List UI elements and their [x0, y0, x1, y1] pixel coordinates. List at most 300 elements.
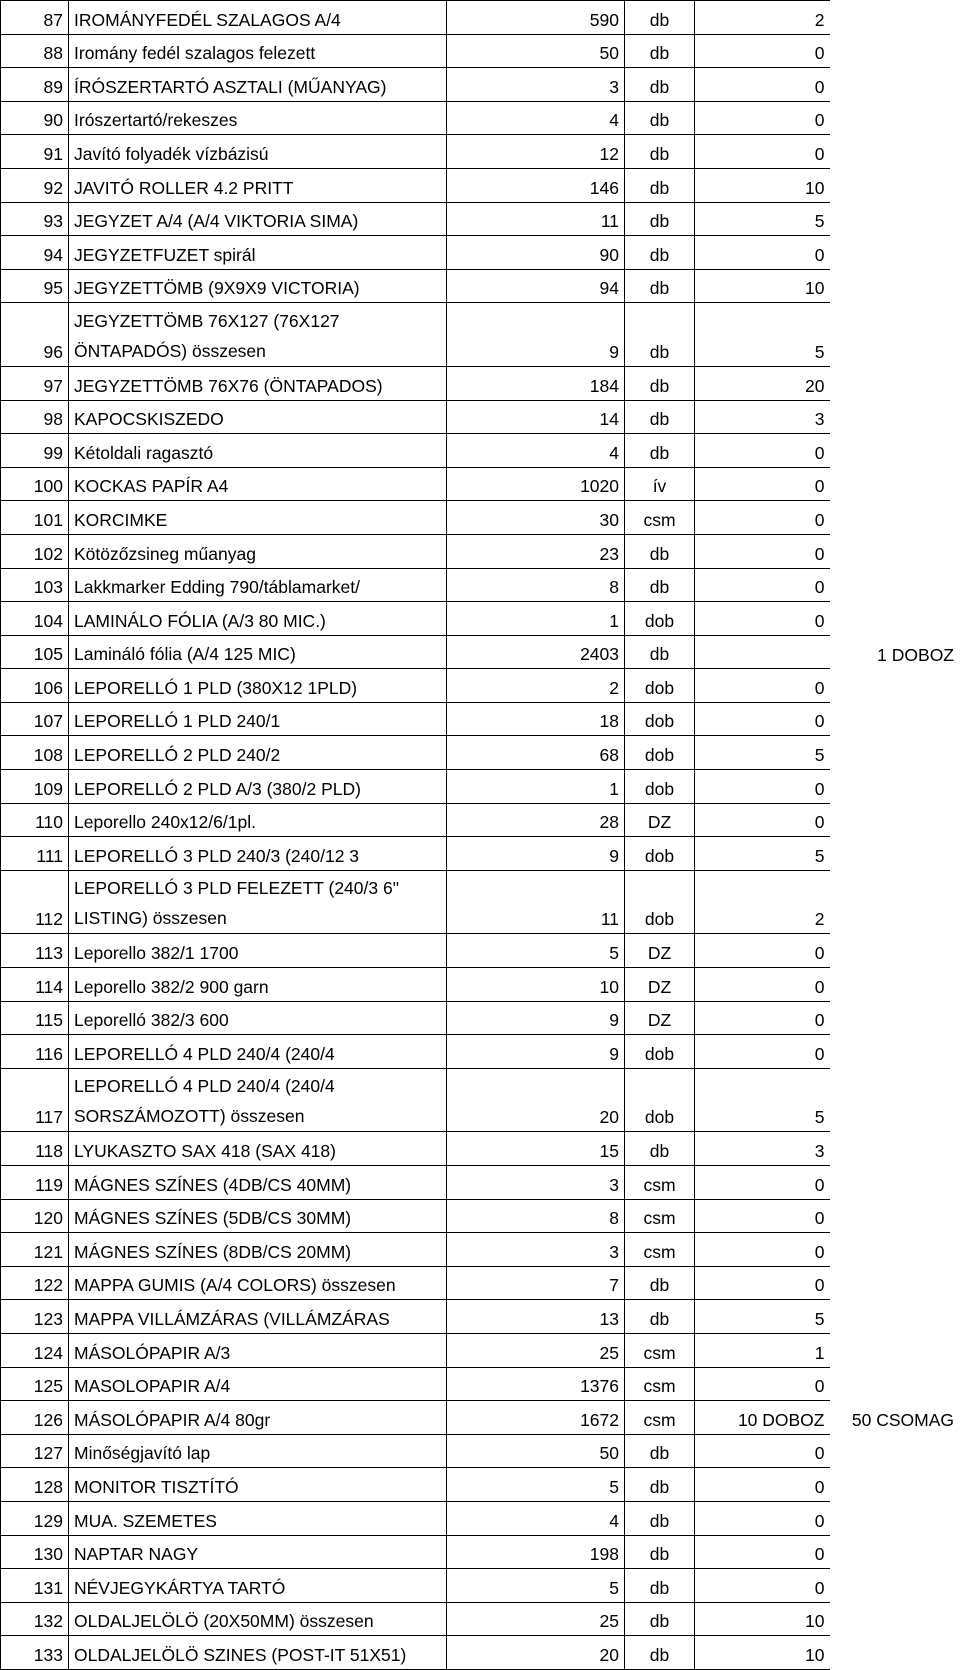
item-minimum: 10 DOBOZ: [695, 1401, 830, 1435]
item-quantity: 7: [447, 1266, 625, 1300]
item-quantity: 9: [447, 1035, 625, 1069]
item-note: [830, 1636, 959, 1670]
table-row: [1, 236, 959, 270]
row-number: 125: [1, 1367, 69, 1401]
item-quantity: 4: [447, 1501, 625, 1535]
table-row: [1, 1636, 959, 1670]
table-row: [1, 1468, 959, 1502]
item-minimum: 5: [695, 202, 830, 236]
item-minimum: 0: [695, 434, 830, 468]
item-note: [830, 168, 959, 202]
table-row: [1, 1367, 959, 1401]
item-minimum: 10: [695, 1636, 830, 1670]
item-quantity: 9: [447, 1001, 625, 1035]
row-number: 129: [1, 1501, 69, 1535]
item-note: [830, 34, 959, 68]
item-minimum: 0: [695, 1266, 830, 1300]
table-row: [1, 1132, 959, 1166]
item-note: [830, 1132, 959, 1166]
item-note: [830, 366, 959, 400]
item-quantity: 11: [447, 870, 625, 934]
table-row: [1, 968, 959, 1002]
item-note: [830, 1001, 959, 1035]
item-unit: db: [625, 135, 695, 169]
item-name: ÍRÓSZERTARTÓ ASZTALI (MŰANYAG): [69, 68, 447, 102]
item-note: [830, 1266, 959, 1300]
item-unit: db: [625, 1468, 695, 1502]
item-minimum: 5: [695, 1300, 830, 1334]
table-row: [1, 1434, 959, 1468]
item-unit: db: [625, 1300, 695, 1334]
row-number: 131: [1, 1569, 69, 1603]
row-number: 87: [1, 1, 69, 35]
table-row: [1, 736, 959, 770]
item-quantity: 198: [447, 1535, 625, 1569]
item-unit: csm: [625, 1166, 695, 1200]
row-number: 120: [1, 1199, 69, 1233]
row-number: 101: [1, 501, 69, 535]
item-unit: DZ: [625, 968, 695, 1002]
item-quantity: 590: [447, 1, 625, 35]
item-name: LEPORELLÓ 4 PLD 240/4 (240/4: [69, 1035, 447, 1069]
item-name: Lamináló fólia (A/4 125 MIC): [69, 635, 447, 669]
item-quantity: 3: [447, 1166, 625, 1200]
item-note: [830, 434, 959, 468]
table-row: [1, 501, 959, 535]
item-unit: db: [625, 101, 695, 135]
item-note: [830, 602, 959, 636]
item-note: [830, 501, 959, 535]
item-name: Minőségjavító lap: [69, 1434, 447, 1468]
row-number: 92: [1, 168, 69, 202]
item-name: MUA. SZEMETES: [69, 1501, 447, 1535]
item-minimum: 0: [695, 101, 830, 135]
item-name: Leporello 382/1 1700: [69, 934, 447, 968]
item-quantity: 15: [447, 1132, 625, 1166]
table-row: [1, 1569, 959, 1603]
item-name: JEGYZETFUZET spirál: [69, 236, 447, 270]
item-unit: dob: [625, 669, 695, 703]
item-unit: db: [625, 366, 695, 400]
item-unit: db: [625, 635, 695, 669]
item-name: MASOLOPAPIR A/4: [69, 1367, 447, 1401]
item-note: [830, 1, 959, 35]
row-number: 110: [1, 803, 69, 837]
table-row: [1, 770, 959, 804]
item-note: [830, 1535, 959, 1569]
item-note: [830, 1602, 959, 1636]
item-name: Kötözőzsineg műanyag: [69, 534, 447, 568]
row-number: 91: [1, 135, 69, 169]
item-note: [830, 837, 959, 871]
item-minimum: 5: [695, 1068, 830, 1132]
item-name: LYUKASZTO SAX 418 (SAX 418): [69, 1132, 447, 1166]
row-number: 89: [1, 68, 69, 102]
item-unit: dob: [625, 870, 695, 934]
item-quantity: 25: [447, 1602, 625, 1636]
item-minimum: 0: [695, 568, 830, 602]
table-row: [1, 602, 959, 636]
table-row: [1, 635, 959, 669]
item-minimum: 0: [695, 501, 830, 535]
table-row: [1, 1401, 959, 1435]
item-quantity: 18: [447, 702, 625, 736]
table-row: [1, 803, 959, 837]
item-name: LEPORELLÓ 1 PLD (380X12 1PLD): [69, 669, 447, 703]
row-number: 104: [1, 602, 69, 636]
item-quantity: 30: [447, 501, 625, 535]
item-unit: dob: [625, 602, 695, 636]
table-row: [1, 1266, 959, 1300]
item-unit: dob: [625, 770, 695, 804]
item-unit: db: [625, 168, 695, 202]
row-number: 112: [1, 870, 69, 934]
item-note: [830, 702, 959, 736]
table-row: [1, 1166, 959, 1200]
item-minimum: 5: [695, 736, 830, 770]
item-note: [830, 669, 959, 703]
item-unit: csm: [625, 1233, 695, 1267]
item-quantity: 13: [447, 1300, 625, 1334]
item-note: [830, 1434, 959, 1468]
item-name: Leporello 382/2 900 garn: [69, 968, 447, 1002]
item-quantity: 12: [447, 135, 625, 169]
item-minimum: 1: [695, 1333, 830, 1367]
item-name: IROMÁNYFEDÉL SZALAGOS A/4: [69, 1, 447, 35]
item-quantity: 4: [447, 434, 625, 468]
item-note: [830, 803, 959, 837]
item-minimum: 0: [695, 135, 830, 169]
item-minimum: 0: [695, 1367, 830, 1401]
item-unit: db: [625, 269, 695, 303]
item-minimum: 0: [695, 1468, 830, 1502]
item-minimum: 0: [695, 602, 830, 636]
row-number: 111: [1, 837, 69, 871]
item-name: KORCIMKE: [69, 501, 447, 535]
item-minimum: 0: [695, 968, 830, 1002]
item-quantity: 2403: [447, 635, 625, 669]
item-note: [830, 1199, 959, 1233]
item-note: [830, 1035, 959, 1069]
row-number: 90: [1, 101, 69, 135]
item-minimum: 0: [695, 1434, 830, 1468]
item-unit: csm: [625, 501, 695, 535]
item-name: Iromány fedél szalagos felezett: [69, 34, 447, 68]
row-number: 109: [1, 770, 69, 804]
row-number: 100: [1, 467, 69, 501]
table-row: [1, 68, 959, 102]
item-note: [830, 1233, 959, 1267]
table-row: [1, 467, 959, 501]
item-quantity: 94: [447, 269, 625, 303]
item-quantity: 1: [447, 602, 625, 636]
item-note: [830, 1166, 959, 1200]
table-row: [1, 934, 959, 968]
item-minimum: 0: [695, 236, 830, 270]
row-number: 113: [1, 934, 69, 968]
item-unit: db: [625, 1535, 695, 1569]
item-unit: ív: [625, 467, 695, 501]
table-row: [1, 702, 959, 736]
row-number: 121: [1, 1233, 69, 1267]
item-minimum: 0: [695, 534, 830, 568]
table-row: [1, 1199, 959, 1233]
item-name: Irószertartó/rekeszes: [69, 101, 447, 135]
item-unit: db: [625, 1434, 695, 1468]
item-note: [830, 303, 959, 367]
item-note: [830, 467, 959, 501]
item-quantity: 28: [447, 803, 625, 837]
item-minimum: 10: [695, 269, 830, 303]
item-unit: db: [625, 1569, 695, 1603]
item-quantity: 5: [447, 1468, 625, 1502]
item-unit: csm: [625, 1401, 695, 1435]
item-unit: csm: [625, 1199, 695, 1233]
item-quantity: 9: [447, 837, 625, 871]
row-number: 97: [1, 366, 69, 400]
item-quantity: 25: [447, 1333, 625, 1367]
table-row: [1, 168, 959, 202]
item-name: JEGYZET A/4 (A/4 VIKTORIA SIMA): [69, 202, 447, 236]
item-minimum: 0: [695, 669, 830, 703]
item-minimum: 3: [695, 1132, 830, 1166]
item-note: 1 DOBOZ: [877, 644, 954, 665]
item-minimum: 0: [695, 803, 830, 837]
item-quantity: 9: [447, 303, 625, 367]
item-minimum: 0: [695, 1199, 830, 1233]
item-unit: dob: [625, 1068, 695, 1132]
row-number: 107: [1, 702, 69, 736]
item-minimum: 2: [695, 870, 830, 934]
table-row: [1, 1501, 959, 1535]
table-row: [1, 669, 959, 703]
item-quantity: 1020: [447, 467, 625, 501]
row-number: 116: [1, 1035, 69, 1069]
item-name: JEGYZETTÖMB 76X76 (ÖNTAPADOS): [69, 366, 447, 400]
item-unit: dob: [625, 736, 695, 770]
item-minimum: 0: [695, 1166, 830, 1200]
item-note: [830, 770, 959, 804]
item-quantity: 5: [447, 934, 625, 968]
row-number: 95: [1, 269, 69, 303]
table-row: [1, 1233, 959, 1267]
item-note: [830, 269, 959, 303]
item-unit: db: [625, 400, 695, 434]
item-unit: csm: [625, 1367, 695, 1401]
item-minimum: 0: [695, 1535, 830, 1569]
item-name: LEPORELLÓ 3 PLD FELEZETT (240/3 6" LISTING) összesen: [69, 870, 447, 934]
row-number: 102: [1, 534, 69, 568]
row-number: 93: [1, 202, 69, 236]
row-number: 128: [1, 1468, 69, 1502]
row-number: 106: [1, 669, 69, 703]
item-name: MÁGNES SZÍNES (8DB/CS 20MM): [69, 1233, 447, 1267]
item-name: MÁSOLÓPAPIR A/4 80gr: [69, 1401, 447, 1435]
item-name: MÁGNES SZÍNES (5DB/CS 30MM): [69, 1199, 447, 1233]
item-note: [830, 870, 959, 934]
table-row: [1, 837, 959, 871]
item-minimum: 0: [695, 1035, 830, 1069]
item-unit: db: [625, 568, 695, 602]
item-quantity: 11: [447, 202, 625, 236]
table-row: [1, 568, 959, 602]
item-unit: db: [625, 68, 695, 102]
item-minimum: 0: [695, 770, 830, 804]
item-unit: db: [625, 34, 695, 68]
item-name: Lakkmarker Edding 790/táblamarket/: [69, 568, 447, 602]
item-quantity: 10: [447, 968, 625, 1002]
item-quantity: 50: [447, 1434, 625, 1468]
item-name: LEPORELLÓ 3 PLD 240/3 (240/12 3: [69, 837, 447, 871]
row-number: 122: [1, 1266, 69, 1300]
item-name: MONITOR TISZTÍTÓ: [69, 1468, 447, 1502]
item-note: [830, 1367, 959, 1401]
item-minimum: 0: [695, 68, 830, 102]
row-number: 126: [1, 1401, 69, 1435]
row-number: 132: [1, 1602, 69, 1636]
item-name: Leporelló 382/3 600: [69, 1001, 447, 1035]
row-number: 98: [1, 400, 69, 434]
item-minimum: 5: [695, 837, 830, 871]
item-unit: db: [625, 1602, 695, 1636]
item-note: [830, 736, 959, 770]
item-unit: dob: [625, 1035, 695, 1069]
item-quantity: 8: [447, 568, 625, 602]
item-name: KAPOCSKISZEDO: [69, 400, 447, 434]
item-quantity: 146: [447, 168, 625, 202]
table-row: [1, 135, 959, 169]
table-row: [1, 1333, 959, 1367]
item-name: OLDALJELÖLÖ (20X50MM) összesen: [69, 1602, 447, 1636]
item-name: JAVITÓ ROLLER 4.2 PRITT: [69, 168, 447, 202]
item-name: MAPPA GUMIS (A/4 COLORS) összesen: [69, 1266, 447, 1300]
row-number: 130: [1, 1535, 69, 1569]
item-minimum: 0: [695, 934, 830, 968]
table-row: [1, 1, 959, 35]
inventory-rows: [1, 1, 959, 1670]
item-quantity: 1: [447, 770, 625, 804]
item-minimum: 0: [695, 1501, 830, 1535]
item-note: [830, 236, 959, 270]
item-name: KOCKAS PAPÍR A4: [69, 467, 447, 501]
table-row: [1, 870, 959, 934]
row-number: 123: [1, 1300, 69, 1334]
item-quantity: 3: [447, 68, 625, 102]
item-minimum: 20: [695, 366, 830, 400]
item-quantity: 1672: [447, 1401, 625, 1435]
item-quantity: 50: [447, 34, 625, 68]
item-name: LAMINÁLO FÓLIA (A/3 80 MIC.): [69, 602, 447, 636]
item-minimum: 5: [695, 303, 830, 367]
item-minimum: 0: [695, 34, 830, 68]
item-name: JEGYZETTÖMB 76X127 (76X127 ÖNTAPADÓS) összesen: [69, 303, 447, 367]
item-unit: DZ: [625, 803, 695, 837]
row-number: 117: [1, 1068, 69, 1132]
item-minimum: 10: [695, 168, 830, 202]
row-number: 114: [1, 968, 69, 1002]
item-quantity: 90: [447, 236, 625, 270]
item-unit: db: [625, 303, 695, 367]
table-row: [1, 202, 959, 236]
row-number: 127: [1, 1434, 69, 1468]
row-number: 133: [1, 1636, 69, 1670]
item-name: JEGYZETTÖMB (9X9X9 VICTORIA): [69, 269, 447, 303]
item-note: [830, 1501, 959, 1535]
item-quantity: 20: [447, 1068, 625, 1132]
table-row: [1, 34, 959, 68]
table-row: [1, 101, 959, 135]
item-unit: dob: [625, 702, 695, 736]
table-row: [1, 1535, 959, 1569]
item-unit: DZ: [625, 934, 695, 968]
table-row: [1, 534, 959, 568]
item-unit: db: [625, 1636, 695, 1670]
item-note: [830, 1068, 959, 1132]
item-note: [830, 135, 959, 169]
row-number: 103: [1, 568, 69, 602]
item-minimum: [695, 635, 830, 669]
table-row: [1, 1300, 959, 1334]
item-unit: db: [625, 1, 695, 35]
item-note: [830, 534, 959, 568]
table-row: [1, 1035, 959, 1069]
row-number: 108: [1, 736, 69, 770]
item-minimum: 0: [695, 702, 830, 736]
item-quantity: 8: [447, 1199, 625, 1233]
item-note: [830, 934, 959, 968]
table-row: [1, 1068, 959, 1132]
item-quantity: 184: [447, 366, 625, 400]
item-quantity: 23: [447, 534, 625, 568]
item-name: LEPORELLÓ 2 PLD A/3 (380/2 PLD): [69, 770, 447, 804]
item-quantity: 20: [447, 1636, 625, 1670]
row-number: 118: [1, 1132, 69, 1166]
item-name: LEPORELLÓ 2 PLD 240/2: [69, 736, 447, 770]
item-unit: db: [625, 236, 695, 270]
item-note: [830, 400, 959, 434]
item-unit: DZ: [625, 1001, 695, 1035]
item-name: Kétoldali ragasztó: [69, 434, 447, 468]
item-unit: db: [625, 1266, 695, 1300]
item-name: LEPORELLÓ 1 PLD 240/1: [69, 702, 447, 736]
item-unit: db: [625, 534, 695, 568]
table-row: [1, 366, 959, 400]
table-row: [1, 1602, 959, 1636]
item-quantity: 14: [447, 400, 625, 434]
item-minimum: 0: [695, 1001, 830, 1035]
item-name: NAPTAR NAGY: [69, 1535, 447, 1569]
row-number: 96: [1, 303, 69, 367]
table-row: [1, 400, 959, 434]
item-name: MÁGNES SZÍNES (4DB/CS 40MM): [69, 1166, 447, 1200]
item-quantity: 1376: [447, 1367, 625, 1401]
item-note: [830, 1569, 959, 1603]
row-number: 115: [1, 1001, 69, 1035]
item-minimum: 0: [695, 467, 830, 501]
table-row: [1, 434, 959, 468]
item-minimum: 3: [695, 400, 830, 434]
item-name: MÁSOLÓPAPIR A/3: [69, 1333, 447, 1367]
item-minimum: 0: [695, 1233, 830, 1267]
item-unit: db: [625, 434, 695, 468]
item-quantity: 4: [447, 101, 625, 135]
row-number: 88: [1, 34, 69, 68]
item-name: LEPORELLÓ 4 PLD 240/4 (240/4 SORSZÁMOZOTT) összesen: [69, 1068, 447, 1132]
item-minimum: 2: [695, 1, 830, 35]
item-name: Leporello 240x12/6/1pl.: [69, 803, 447, 837]
item-name: NÉVJEGYKÁRTYA TARTÓ: [69, 1569, 447, 1603]
item-quantity: 68: [447, 736, 625, 770]
